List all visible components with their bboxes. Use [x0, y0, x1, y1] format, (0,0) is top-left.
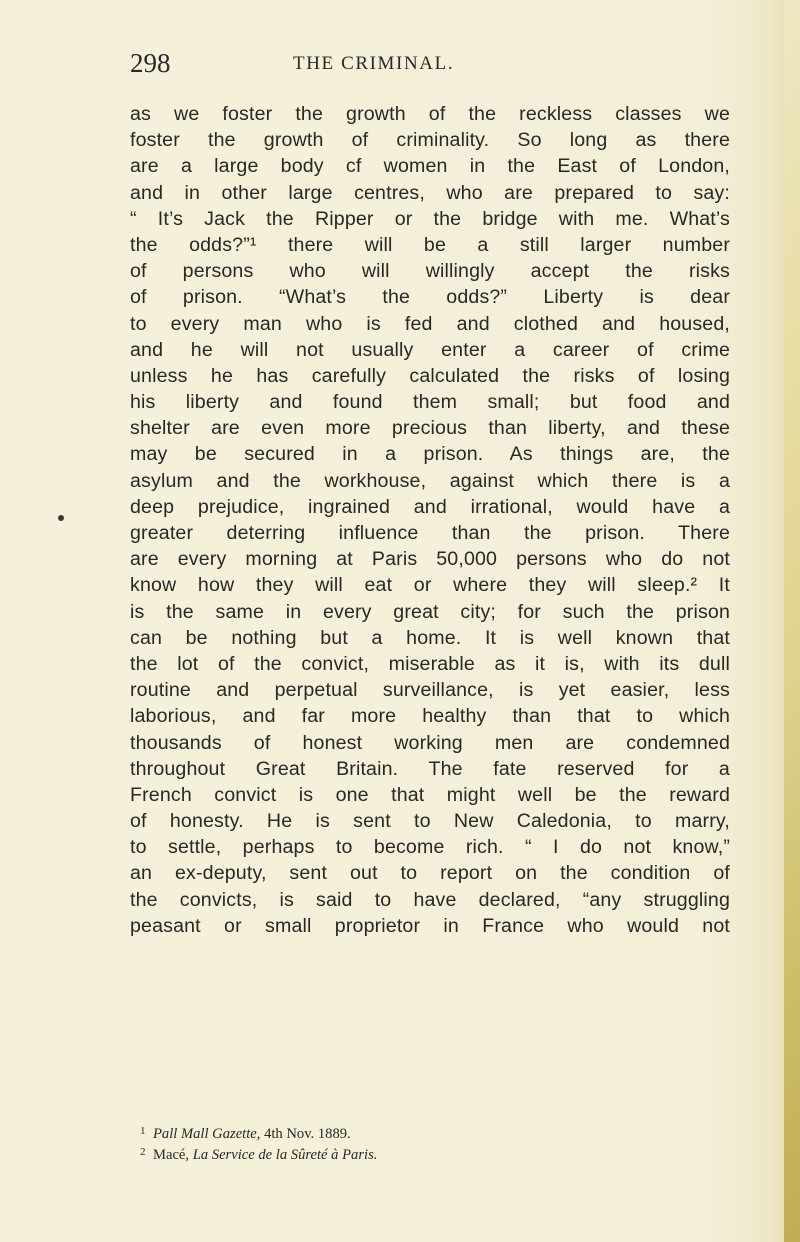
text-line: his liberty and found them small; but food and	[130, 391, 730, 414]
footnote-marker: 1	[140, 1125, 146, 1137]
text-line: peasant or small proprietor in France who would not	[130, 914, 730, 937]
text-line: are a large body cf women in the East of London,	[130, 155, 730, 178]
text-line: is the same in every great city; for such the prison	[130, 600, 730, 623]
text-line: an ex-deputy, sent out to report on the condition of	[130, 862, 730, 885]
text-line: as we foster the growth of the reckless classes we	[130, 103, 730, 125]
text-line: the lot of the convict, miserable as it is, with its dull	[130, 652, 730, 675]
page-header	[130, 48, 730, 88]
body-text	[130, 101, 730, 939]
footnote-text: 4th Nov. 1889.	[260, 1126, 351, 1142]
text-line: throughout Great Britain. The fate reserved for a	[130, 757, 730, 780]
text-line: of persons who will willingly accept the risks	[130, 260, 730, 283]
text-line: shelter are even more precious than liberty, and these	[130, 417, 730, 440]
footnotes	[130, 1124, 730, 1166]
text-line: to settle, perhaps to become rich. “ I do not know,”	[130, 836, 730, 859]
running-head: THE CRIMINAL.	[293, 53, 455, 74]
page-edge	[784, 0, 800, 1242]
margin-mark	[58, 515, 64, 521]
text-line: asylum and the workhouse, against which there is a	[130, 469, 730, 492]
text-line: French convict is one that might well be the reward	[130, 783, 730, 806]
text-line: the odds?”¹ there will be a still larger number	[130, 233, 730, 256]
text-line: and he will not usually enter a career of crime	[130, 338, 730, 361]
footnote-marker: 2	[140, 1146, 146, 1158]
footnote-author: Macé,	[153, 1147, 193, 1163]
footnote-source: Pall Mall Gazette,	[153, 1126, 261, 1142]
text-line: routine and perpetual surveillance, is yet easier, less	[130, 679, 730, 702]
text-line: can be nothing but a home. It is well known that	[130, 626, 730, 649]
text-line: thousands of honest working men are condemned	[130, 731, 730, 754]
footnote-1	[130, 1124, 730, 1145]
text-line: foster the growth of criminality. So long as there	[130, 129, 730, 152]
page-number: 298	[130, 48, 171, 78]
text-line: to every man who is fed and clothed and housed,	[130, 312, 730, 335]
text-line: of prison. “What’s the odds?” Liberty is dear	[130, 286, 730, 309]
text-line: unless he has carefully calculated the risks of losing	[130, 364, 730, 387]
text-line: greater deterring influence than the prison. There	[130, 522, 730, 544]
text-line: deep prejudice, ingrained and irrational, would have a	[130, 495, 730, 518]
text-line: may be secured in a prison. As things are, the	[130, 443, 730, 466]
text-line: “ It’s Jack the Ripper or the bridge with me. What’s	[130, 207, 730, 230]
text-line: laborious, and far more healthy than that to which	[130, 705, 730, 728]
text-line: and in other large centres, who are prepared to say:	[130, 181, 730, 204]
text-line: of honesty. He is sent to New Caledonia, to marry,	[130, 810, 730, 833]
footnote-2	[130, 1145, 730, 1166]
text-line: know how they will eat or where they will sleep.² It	[130, 574, 730, 597]
text-line: the convicts, is said to have declared, “any struggling	[130, 888, 730, 911]
footnote-source: La Service de la Sûreté à Paris.	[192, 1147, 378, 1163]
text-line: are every morning at Paris 50,000 persons who do not	[130, 548, 730, 571]
